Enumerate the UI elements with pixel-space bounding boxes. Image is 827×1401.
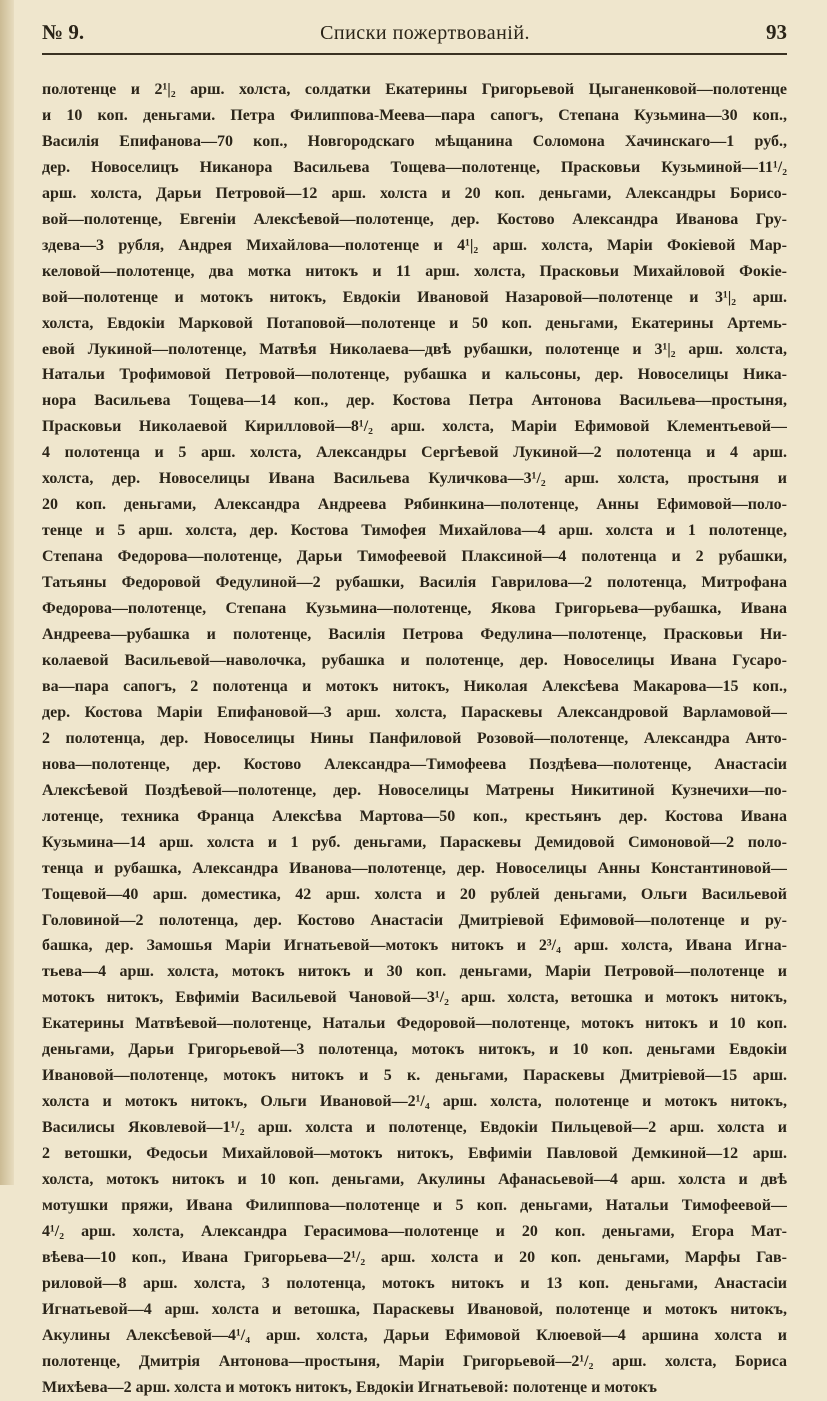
text-line: тенце и 5 арш. холста, дер. Костова Тимофея Михайлова—4 арш. холста и 1 полотенце,	[42, 522, 787, 540]
text-line: 4 полотенца и 5 арш. холста, Александры Сергѣевой Лукиной—2 полотенца и 4 арш.	[42, 444, 787, 462]
text-line: евой Лукиной—полотенце, Матвѣя Николаева—двѣ рубашки, полотенце и 3¹|₂ арш. холста,	[42, 340, 787, 358]
text-line: Алексѣевой Поздѣевой—полотенце, дер. Новоселицы Матрены Никитиной Кузнечихи—по-	[42, 781, 787, 799]
text-line: вѣева—10 коп., Ивана Григорьева—2¹/₂ арш. холста и 20 коп. деньгами, Марфы Гав-	[42, 1248, 787, 1266]
text-line: дер. Костова Маріи Епифановой—3 арш. холста, Параскевы Александровой Варламовой—	[42, 703, 787, 721]
page-header	[42, 14, 787, 51]
text-line: 4¹/₂ арш. холста, Александра Герасимова—полотенце и 20 коп. деньгами, Егора Мат-	[42, 1222, 787, 1240]
text-line: Ивановой—полотенце, мотокъ нитокъ и 5 к. деньгами, Параскевы Дмитріевой—15 арш.	[42, 1067, 787, 1085]
text-line: Василисы Яковлевой—1¹/₂ арш. холста и полотенце, Евдокіи Пильцевой—2 арш. холста и	[42, 1119, 787, 1137]
text-line: Михѣева—2 арш. холста и мотокъ нитокъ, Евдокіи Игнатьевой: полотенце и мотокъ	[42, 1378, 657, 1396]
header-rule	[42, 53, 787, 55]
document-page	[42, 14, 787, 1401]
text-line: башка, дер. Замошья Маріи Игнатьевой—мотокъ нитокъ и 2³/₄ арш. холста, Ивана Игна-	[42, 937, 787, 955]
text-line: арш. холста, Дарьи Петровой—12 арш. холста и 20 коп. деньгами, Александры Борисо-	[42, 184, 787, 202]
text-line: мотокъ нитокъ, Евфиміи Васильевой Чановой—3¹/₂ арш. холста, ветошка и мотокъ нитокъ,	[42, 989, 787, 1007]
text-line: Татьяны Федоровой Федулиной—2 рубашки, Василія Гаврилова—2 полотенца, Митрофана	[42, 574, 787, 592]
donation-list-text	[42, 77, 787, 1401]
text-line: 2 ветошки, Федосьи Михайловой—мотокъ нитокъ, Евфиміи Павловой Демкиной—12 арш.	[42, 1145, 787, 1163]
text-line: нова—полотенце, дер. Костово Александра—Тимофеева Поздѣева—полотенце, Анастасіи	[42, 755, 787, 773]
text-line: и 10 коп. деньгами. Петра Филиппова-Меева—пара сапогъ, Степана Кузьмина—30 коп.,	[42, 106, 787, 124]
text-line: Екатерины Матвѣевой—полотенце, Натальи Федоровой—полотенце, мотокъ нитокъ и 10 коп.	[42, 1015, 787, 1033]
text-line: нора Васильева Тощева—14 коп., дер. Костова Петра Антонова Васильева—простыня,	[42, 392, 787, 410]
text-line: Тощевой—40 арш. доместика, 42 арш. холста и 20 рублей деньгами, Ольги Васильевой	[42, 885, 787, 903]
text-line: холста, дер. Новоселицы Ивана Васильева Куличкова—3¹/₂ арш. холста, простыня и	[42, 470, 787, 488]
text-line: вой—полотенце и мотокъ нитокъ, Евдокіи Ивановой Назаровой—полотенце и 3¹|₂ арш.	[42, 288, 787, 306]
text-line: Василія Епифанова—70 коп., Новгородскаго мѣщанина Соломона Хачинскаго—1 руб.,	[42, 132, 787, 150]
text-line: деньгами, Дарьи Григорьевой—3 полотенца, мотокъ нитокъ, и 10 коп. деньгами Евдокіи	[42, 1041, 787, 1059]
text-line: холста, мотокъ нитокъ и 10 коп. деньгами, Акулины Афанасьевой—4 арш. холста и двѣ	[42, 1171, 787, 1189]
text-line: Натальи Трофимовой Петровой—полотенце, рубашка и кальсоны, дер. Новоселицы Ника-	[42, 366, 787, 384]
text-line: холста и мотокъ нитокъ, Ольги Ивановой—2¹/₄ арш. холста, полотенце и мотокъ нитокъ,	[42, 1093, 787, 1111]
text-line: Игнатьевой—4 арш. холста и ветошка, Параскевы Ивановой, полотенце и мотокъ нитокъ,	[42, 1300, 787, 1318]
text-line: тьева—4 арш. холста, мотокъ нитокъ и 30 коп. деньгами, Маріи Петровой—полотенце и	[42, 963, 787, 981]
page-number: 93	[766, 20, 787, 44]
text-line: Прасковьи Николаевой Кирилловой—8¹/₂ арш. холста, Маріи Ефимовой Клементьевой—	[42, 418, 787, 436]
text-line: Андреева—рубашка и полотенце, Василія Петрова Федулина—полотенце, Прасковьи Ни-	[42, 626, 787, 644]
text-line: риловой—8 арш. холста, 3 полотенца, мотокъ нитокъ и 13 коп. деньгами, Анастасіи	[42, 1274, 787, 1292]
text-line: дер. Новоселицъ Никанора Васильева Тощева—полотенце, Прасковьи Кузьминой—11¹/₂	[42, 158, 787, 176]
text-line: Головиной—2 полотенца, дер. Костово Анастасіи Дмитріевой Ефимовой—полотенце и ру-	[42, 911, 787, 929]
text-line: Кузьмина—14 арш. холста и 1 руб. деньгами, Параскевы Демидовой Симоновой—2 поло-	[42, 833, 787, 851]
page-title: Списки пожертвованій.	[320, 22, 531, 44]
text-line: колаевой Васильевой—наволочка, рубашка и полотенце, дер. Новоселицы Ивана Гусаро-	[42, 651, 787, 669]
page-edge	[0, 0, 14, 1185]
text-line: полотенце, Дмитрія Антонова—простыня, Маріи Григорьевой—2¹/₂ арш. холста, Бориса	[42, 1352, 787, 1370]
text-line: лотенце, техника Франца Алексѣва Мартова—50 коп., крестьянъ дер. Костова Ивана	[42, 807, 787, 825]
text-line: келовой—полотенце, два мотка нитокъ и 11 арш. холста, Прасковьи Михайловой Фокіе-	[42, 262, 787, 280]
text-line: 2 полотенца, дер. Новоселицы Нины Панфиловой Розовой—полотенце, Александра Анто-	[42, 729, 787, 747]
text-line: тенца и рубашка, Александра Иванова—полотенце, дер. Новоселицы Анны Константиновой—	[42, 859, 787, 877]
issue-number: № 9.	[42, 20, 85, 44]
text-line: здева—3 рубля, Андрея Михайлова—полотенце и 4¹|₂ арш. холста, Маріи Фокіевой Мар-	[42, 236, 787, 254]
text-line: полотенце и 2¹|₂ арш. холста, солдатки Екатерины Григорьевой Цыганенковой—полотенце	[42, 81, 787, 98]
text-line: холста, Евдокіи Марковой Потаповой—полотенце и 50 коп. деньгами, Екатерины Артемь-	[42, 314, 787, 332]
text-line: Федорова—полотенце, Степана Кузьмина—полотенце, Якова Григорьева—рубашка, Ивана	[42, 600, 787, 618]
text-line: вой—полотенце, Евгеніи Алексѣевой—полотенце, дер. Костово Александра Иванова Гру-	[42, 210, 787, 228]
text-line: ва—пара сапогъ, 2 полотенца и мотокъ нитокъ, Николая Алексѣева Макарова—15 коп.,	[42, 677, 787, 695]
text-line: Степана Федорова—полотенце, Дарьи Тимофеевой Плаксиной—4 полотенца и 2 рубашки,	[42, 548, 787, 566]
text-line: мотушки пряжи, Ивана Филиппова—полотенце и 5 коп. деньгами, Натальи Тимофеевой—	[42, 1196, 787, 1214]
text-line: Акулины Алексѣевой—4¹/₄ арш. холста, Дарьи Ефимовой Клюевой—4 аршина холста и	[42, 1326, 787, 1344]
text-line: 20 коп. деньгами, Александра Андреева Рябинкина—полотенце, Анны Ефимовой—поло-	[42, 496, 787, 514]
